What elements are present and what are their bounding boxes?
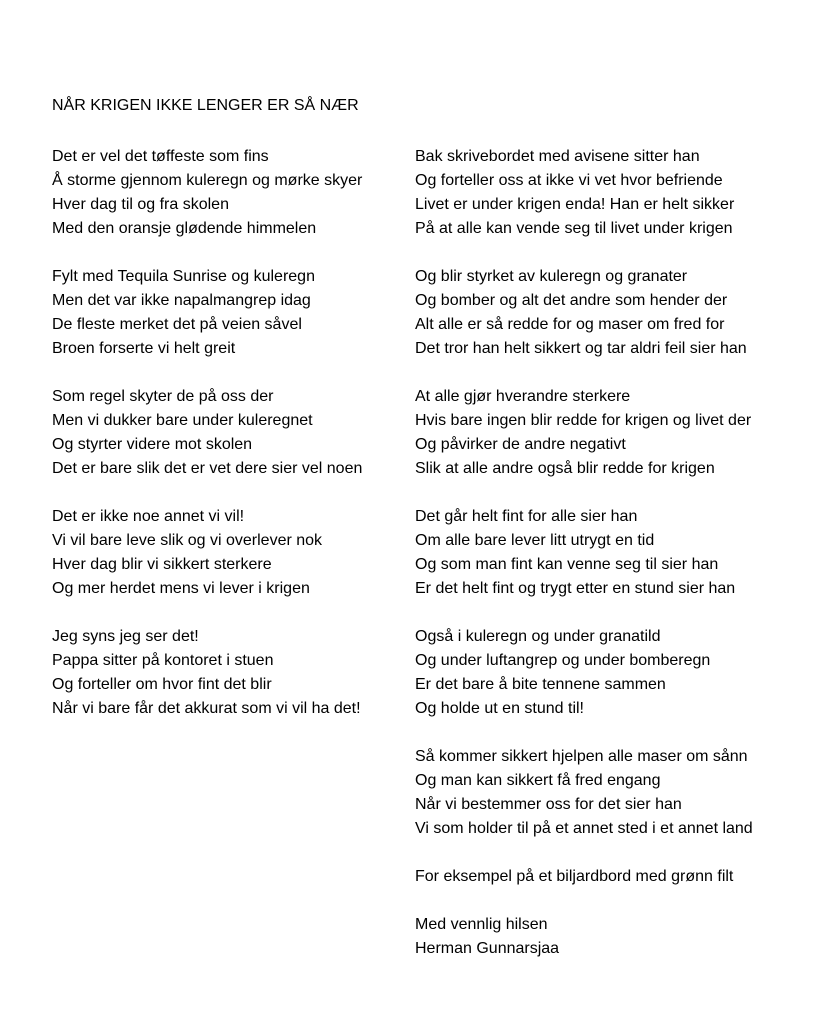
poem-line: Det går helt fint for alle sier han <box>415 508 638 525</box>
right-column <box>415 145 815 985</box>
poem-line: Med den oransje glødende himmelen <box>52 220 317 237</box>
stanza <box>415 145 815 241</box>
poem-line: For eksempel på et biljardbord med grønn filt <box>415 868 734 885</box>
poem-line: Og som man fint kan venne seg til sier han <box>415 556 719 573</box>
stanza <box>52 145 402 241</box>
poem-line: På at alle kan vende seg til livet under krigen <box>415 220 733 237</box>
poem-title: NÅR KRIGEN IKKE LENGER ER SÅ NÆR <box>52 97 359 114</box>
stanza <box>415 913 815 961</box>
poem-line: Livet er under krigen enda! Han er helt sikker <box>415 196 735 213</box>
poem-line: Når vi bestemmer oss for det sier han <box>415 796 682 813</box>
poem-line: Og forteller om hvor fint det blir <box>52 676 272 693</box>
poem-line: Å storme gjennom kuleregn og mørke skyer <box>52 172 363 189</box>
poem-line: Og man kan sikkert få fred engang <box>415 772 661 789</box>
poem-line: Hver dag til og fra skolen <box>52 196 229 213</box>
poem-line: Pappa sitter på kontoret i stuen <box>52 652 274 669</box>
left-column <box>52 145 402 745</box>
poem-line: Når vi bare får det akkurat som vi vil ha det! <box>52 700 361 717</box>
stanza <box>415 745 815 841</box>
stanza <box>415 265 815 361</box>
poem-line: Om alle bare lever litt utrygt en tid <box>415 532 655 549</box>
poem-line: At alle gjør hverandre sterkere <box>415 388 631 405</box>
poem-line: Vi vil bare leve slik og vi overlever nok <box>52 532 323 549</box>
poem-line: Hvis bare ingen blir redde for krigen og livet der <box>415 412 752 429</box>
stanza <box>52 385 402 481</box>
poem-line: Fylt med Tequila Sunrise og kuleregn <box>52 268 315 285</box>
stanza <box>415 625 815 721</box>
poem-line: Og under luftangrep og under bomberegn <box>415 652 711 669</box>
poem-line: Vi som holder til på et annet sted i et annet land <box>415 820 753 837</box>
poem-line: Og bomber og alt det andre som hender der <box>415 292 728 309</box>
stanza <box>415 385 815 481</box>
stanza <box>52 505 402 601</box>
poem-line: Det tror han helt sikkert og tar aldri feil sier han <box>415 340 747 357</box>
stanza <box>52 625 402 721</box>
poem-line: Også i kuleregn og under granatild <box>415 628 661 645</box>
poem-line: Så kommer sikkert hjelpen alle maser om sånn <box>415 748 748 765</box>
poem-line: Slik at alle andre også blir redde for krigen <box>415 460 715 477</box>
poem-line: De fleste merket det på veien såvel <box>52 316 302 333</box>
poem-line: Jeg syns jeg ser det! <box>52 628 199 645</box>
poem-line: Med vennlig hilsen <box>415 916 548 933</box>
poem-line: Men det var ikke napalmangrep idag <box>52 292 311 309</box>
poem-line: Det er bare slik det er vet dere sier vel noen <box>52 460 363 477</box>
poem-line: Men vi dukker bare under kuleregnet <box>52 412 313 429</box>
poem-line: Og styrter videre mot skolen <box>52 436 253 453</box>
poem-line: Og påvirker de andre negativt <box>415 436 626 453</box>
stanza <box>415 505 815 601</box>
poem-line: Det er ikke noe annet vi vil! <box>52 508 245 525</box>
stanza <box>52 265 402 361</box>
poem-line: Alt alle er så redde for og maser om fred for <box>415 316 725 333</box>
poem-line: Er det helt fint og trygt etter en stund sier han <box>415 580 736 597</box>
poem-line: Som regel skyter de på oss der <box>52 388 274 405</box>
poem-line: Og forteller oss at ikke vi vet hvor befriende <box>415 172 723 189</box>
poem-line: Herman Gunnarsjaa <box>415 940 560 957</box>
poem-line: Hver dag blir vi sikkert sterkere <box>52 556 272 573</box>
poem-line: Bak skrivebordet med avisene sitter han <box>415 148 700 165</box>
poem-line: Broen forserte vi helt greit <box>52 340 236 357</box>
poem-line: Og blir styrket av kuleregn og granater <box>415 268 688 285</box>
stanza <box>415 865 815 889</box>
poem-line: Det er vel det tøffeste som fins <box>52 148 269 165</box>
poem-line: Og holde ut en stund til! <box>415 700 584 717</box>
poem-line: Og mer herdet mens vi lever i krigen <box>52 580 310 597</box>
poem-line: Er det bare å bite tennene sammen <box>415 676 666 693</box>
